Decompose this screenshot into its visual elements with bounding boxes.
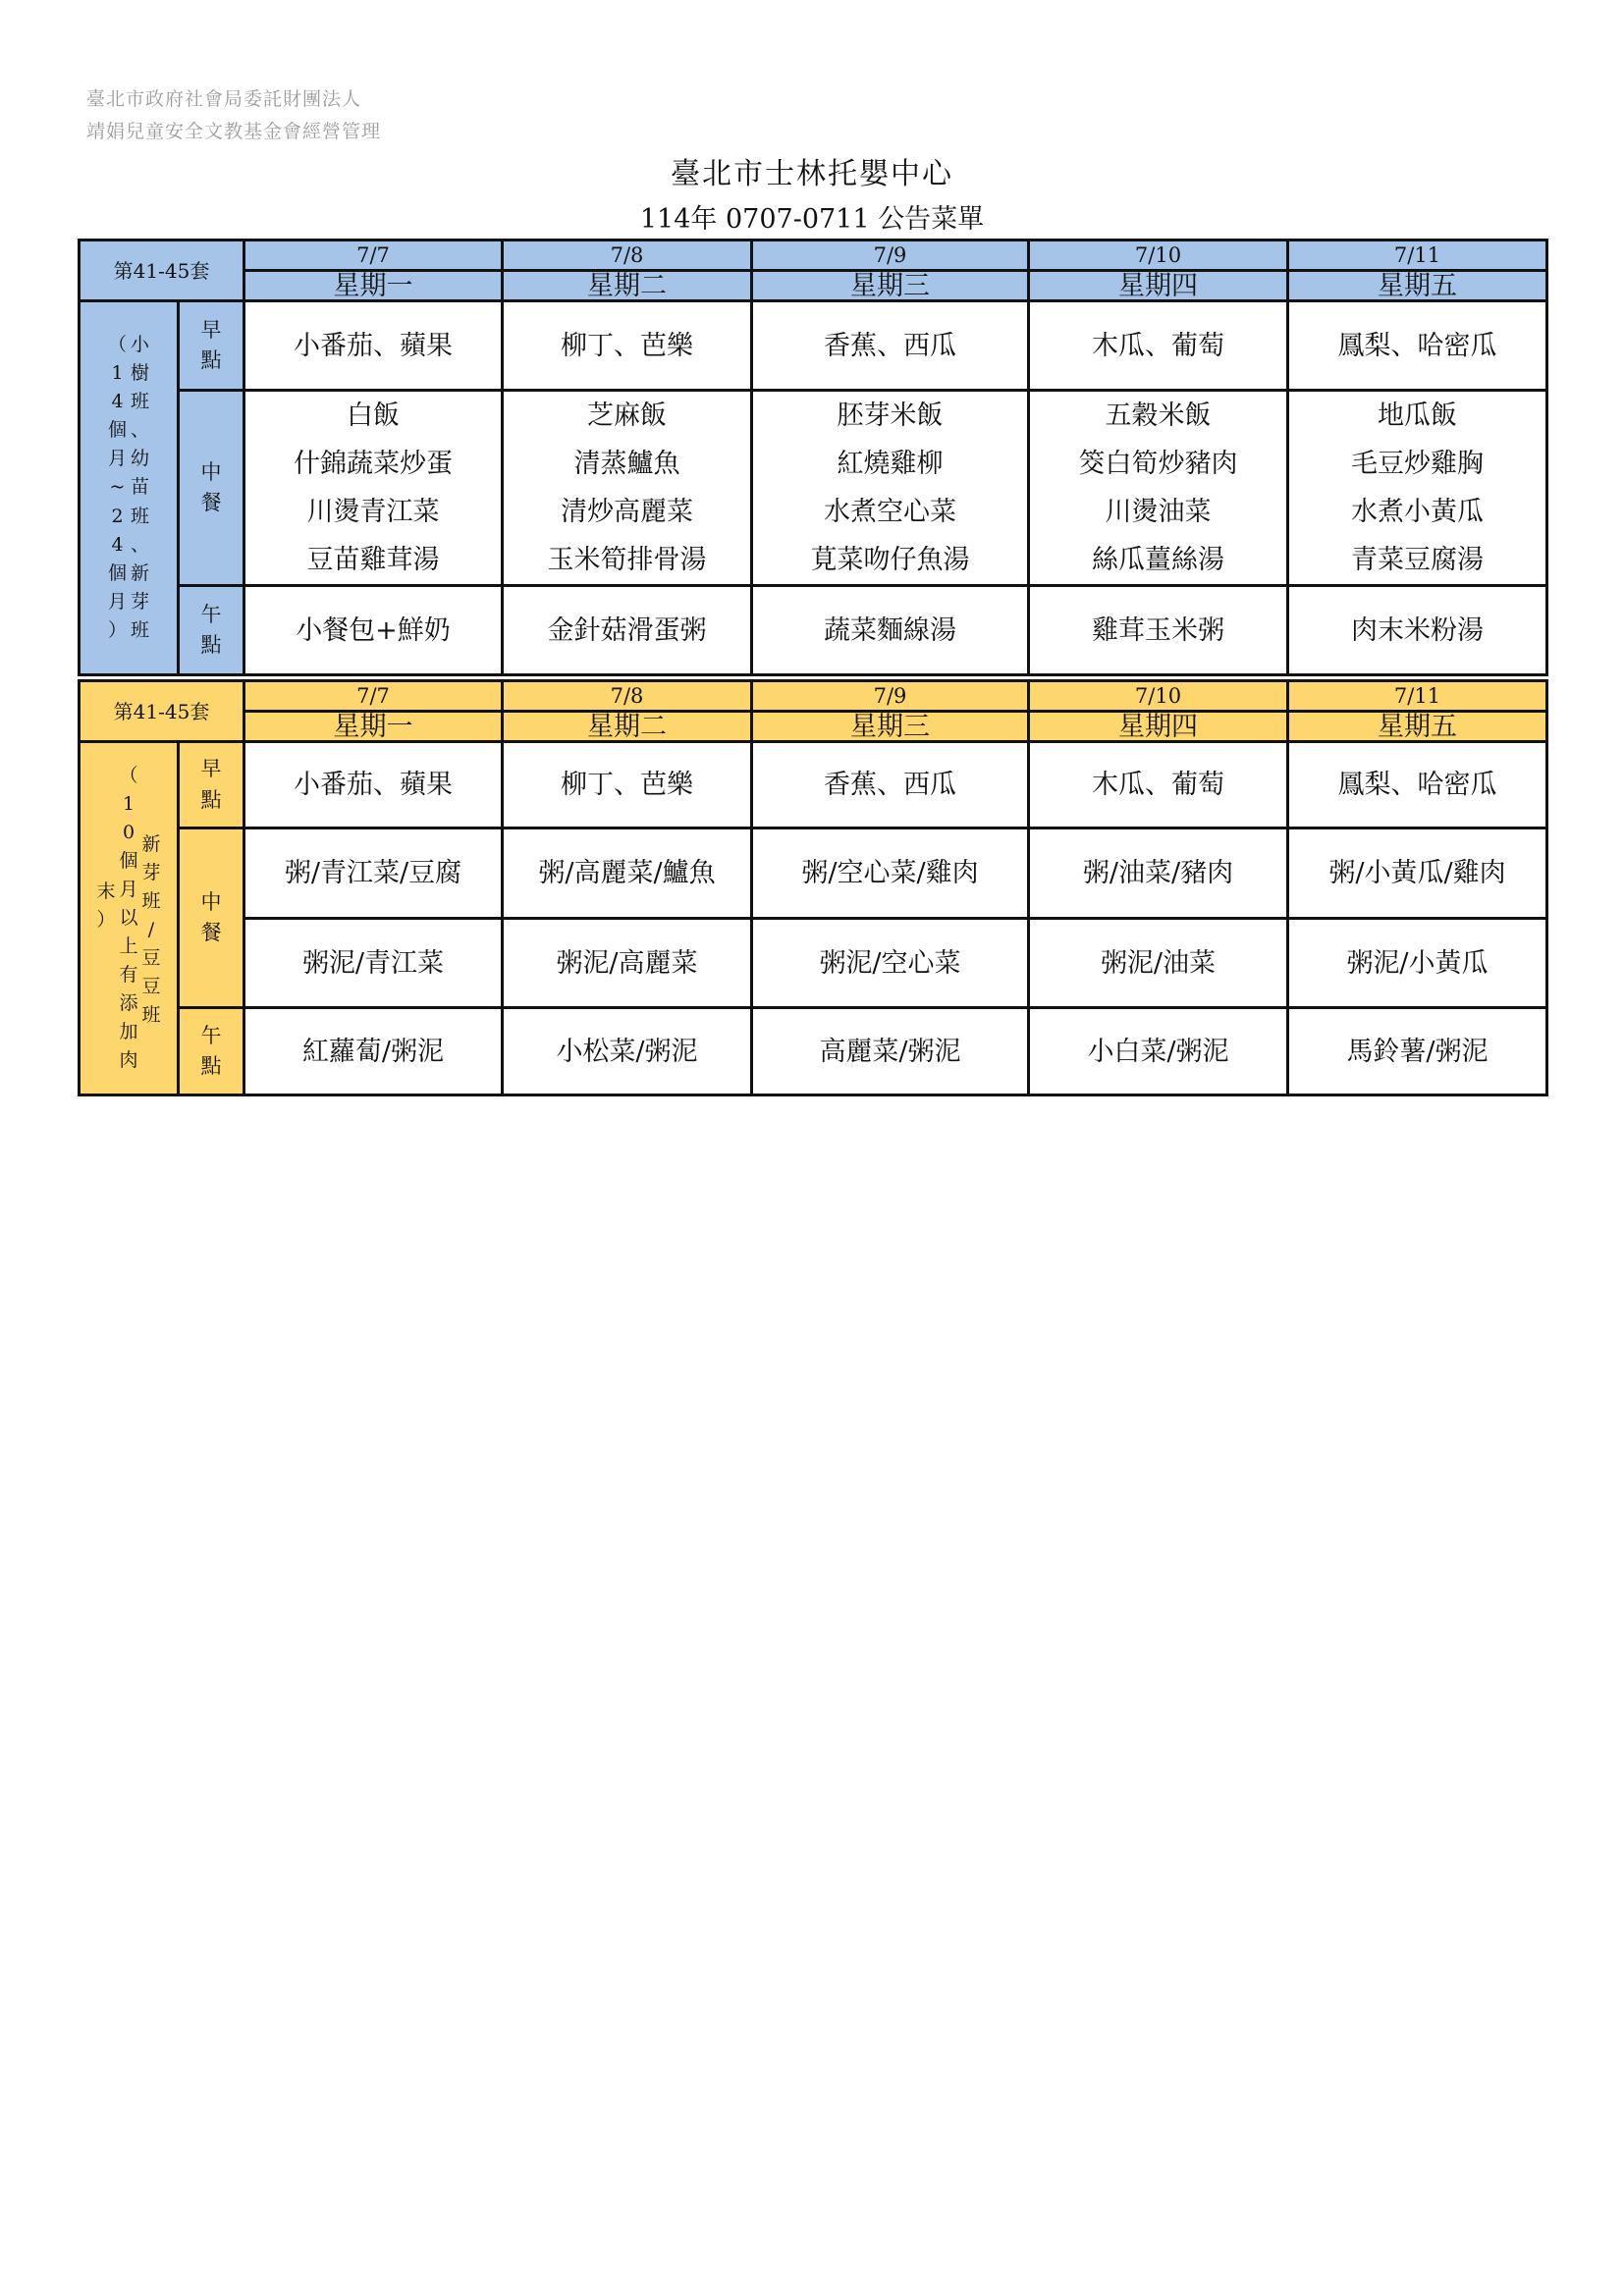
lunch-porridge-row (80, 828, 1547, 919)
age-group-classes: 新 芽 班 / 豆 豆 班 (141, 832, 161, 1027)
meal-label-snack: 午 點 (179, 1008, 244, 1095)
weekday-row (80, 271, 1547, 301)
lunch-puree-mon: 粥泥/青江菜 (244, 919, 503, 1008)
snack-wed: 高麗菜/粥泥 (752, 1008, 1029, 1095)
snack-row (80, 586, 1547, 675)
snack-tue: 金針菇滑蛋粥 (503, 586, 752, 675)
lunch-puree-tue: 粥泥/高麗菜 (503, 919, 752, 1008)
date-wed: 7/9 (752, 240, 1029, 271)
weekday-tue: 星期二 (503, 712, 752, 742)
breakfast-mon: 小番茄、蘋果 (244, 742, 503, 828)
lunch-mon: 白飯 什錦蔬菜炒蛋 川燙青江菜 豆苗雞茸湯 (244, 391, 503, 586)
breakfast-row (80, 301, 1547, 391)
lunch-porridge-thu: 粥/油菜/豬肉 (1029, 828, 1288, 919)
document-title: 臺北市士林托嬰中心 (671, 157, 953, 191)
breakfast-fri: 鳳梨、哈密瓜 (1288, 301, 1547, 391)
lunch-puree-thu: 粥泥/油菜 (1029, 919, 1288, 1008)
date-tue: 7/8 (503, 681, 752, 712)
lunch-tue: 芝麻飯 清蒸鱸魚 清炒高麗菜 玉米筍排骨湯 (503, 391, 752, 586)
date-row (80, 240, 1547, 271)
age-group-range: （ 1 0 個 月 以 上 有 添 加 肉 (119, 764, 138, 1072)
breakfast-wed: 香蕉、西瓜 (752, 301, 1029, 391)
menu-table-sprout-bean (78, 679, 1548, 1096)
organization-line-2: 靖娟兒童安全文教基金會經營管理 (86, 121, 382, 142)
organization-line-1: 臺北市政府社會局委託財團法人 (86, 88, 362, 110)
weekday-thu: 星期四 (1029, 712, 1288, 742)
meal-label-breakfast: 早 點 (179, 742, 244, 828)
snack-thu: 小白菜/粥泥 (1029, 1008, 1288, 1095)
lunch-porridge-fri: 粥/小黃瓜/雞肉 (1288, 828, 1547, 919)
weekday-row (80, 712, 1547, 742)
lunch-row (80, 391, 1547, 586)
breakfast-tue: 柳丁、芭樂 (503, 742, 752, 828)
snack-tue: 小松菜/粥泥 (503, 1008, 752, 1095)
snack-thu: 雞茸玉米粥 (1029, 586, 1288, 675)
date-wed: 7/9 (752, 681, 1029, 712)
date-tue: 7/8 (503, 240, 752, 271)
age-group-label (80, 301, 179, 675)
date-thu: 7/10 (1029, 681, 1288, 712)
snack-fri: 馬鈴薯/粥泥 (1288, 1008, 1547, 1095)
date-mon: 7/7 (244, 240, 503, 271)
weekday-mon: 星期一 (244, 271, 503, 301)
set-label: 第41-45套 (80, 240, 244, 301)
lunch-porridge-wed: 粥/空心菜/雞肉 (752, 828, 1029, 919)
weekday-tue: 星期二 (503, 271, 752, 301)
date-thu: 7/10 (1029, 240, 1288, 271)
age-group-range: （ 1 4 個 月 ~ 2 4 個 月 ） (107, 334, 127, 641)
weekday-thu: 星期四 (1029, 271, 1288, 301)
date-fri: 7/11 (1288, 240, 1547, 271)
lunch-puree-wed: 粥泥/空心菜 (752, 919, 1029, 1008)
weekday-wed: 星期三 (752, 712, 1029, 742)
document-subtitle: 114年 0707-0711 公告菜單 (639, 204, 985, 235)
lunch-puree-row (80, 919, 1547, 1008)
lunch-puree-fri: 粥泥/小黃瓜 (1288, 919, 1547, 1008)
breakfast-mon: 小番茄、蘋果 (244, 301, 503, 391)
weekday-fri: 星期五 (1288, 271, 1547, 301)
breakfast-wed: 香蕉、西瓜 (752, 742, 1029, 828)
weekday-fri: 星期五 (1288, 712, 1547, 742)
breakfast-thu: 木瓜、葡萄 (1029, 301, 1288, 391)
snack-mon: 紅蘿蔔/粥泥 (244, 1008, 503, 1095)
snack-row (80, 1008, 1547, 1095)
age-group-suffix: 末 ） (96, 880, 116, 931)
lunch-porridge-tue: 粥/高麗菜/鱸魚 (503, 828, 752, 919)
lunch-wed: 胚芽米飯 紅燒雞柳 水煮空心菜 莧菜吻仔魚湯 (752, 391, 1029, 586)
date-row (80, 681, 1547, 712)
age-group-classes: 小 樹 班 、 幼 苗 班 、 新 芽 班 (131, 334, 150, 641)
breakfast-thu: 木瓜、葡萄 (1029, 742, 1288, 828)
lunch-porridge-mon: 粥/青江菜/豆腐 (244, 828, 503, 919)
snack-wed: 蔬菜麵線湯 (752, 586, 1029, 675)
date-fri: 7/11 (1288, 681, 1547, 712)
weekday-mon: 星期一 (244, 712, 503, 742)
set-label: 第41-45套 (80, 681, 244, 742)
menu-table-infant-toddler (78, 239, 1548, 676)
breakfast-row (80, 742, 1547, 828)
age-group-label (80, 742, 179, 1095)
lunch-fri: 地瓜飯 毛豆炒雞胸 水煮小黃瓜 青菜豆腐湯 (1288, 391, 1547, 586)
meal-label-breakfast: 早 點 (179, 301, 244, 391)
breakfast-tue: 柳丁、芭樂 (503, 301, 752, 391)
lunch-thu: 五穀米飯 筊白筍炒豬肉 川燙油菜 絲瓜薑絲湯 (1029, 391, 1288, 586)
weekday-wed: 星期三 (752, 271, 1029, 301)
meal-label-lunch: 中 餐 (179, 391, 244, 586)
date-mon: 7/7 (244, 681, 503, 712)
meal-label-snack: 午 點 (179, 586, 244, 675)
snack-fri: 肉末米粉湯 (1288, 586, 1547, 675)
breakfast-fri: 鳳梨、哈密瓜 (1288, 742, 1547, 828)
snack-mon: 小餐包+鮮奶 (244, 586, 503, 675)
meal-label-lunch: 中 餐 (179, 828, 244, 1008)
